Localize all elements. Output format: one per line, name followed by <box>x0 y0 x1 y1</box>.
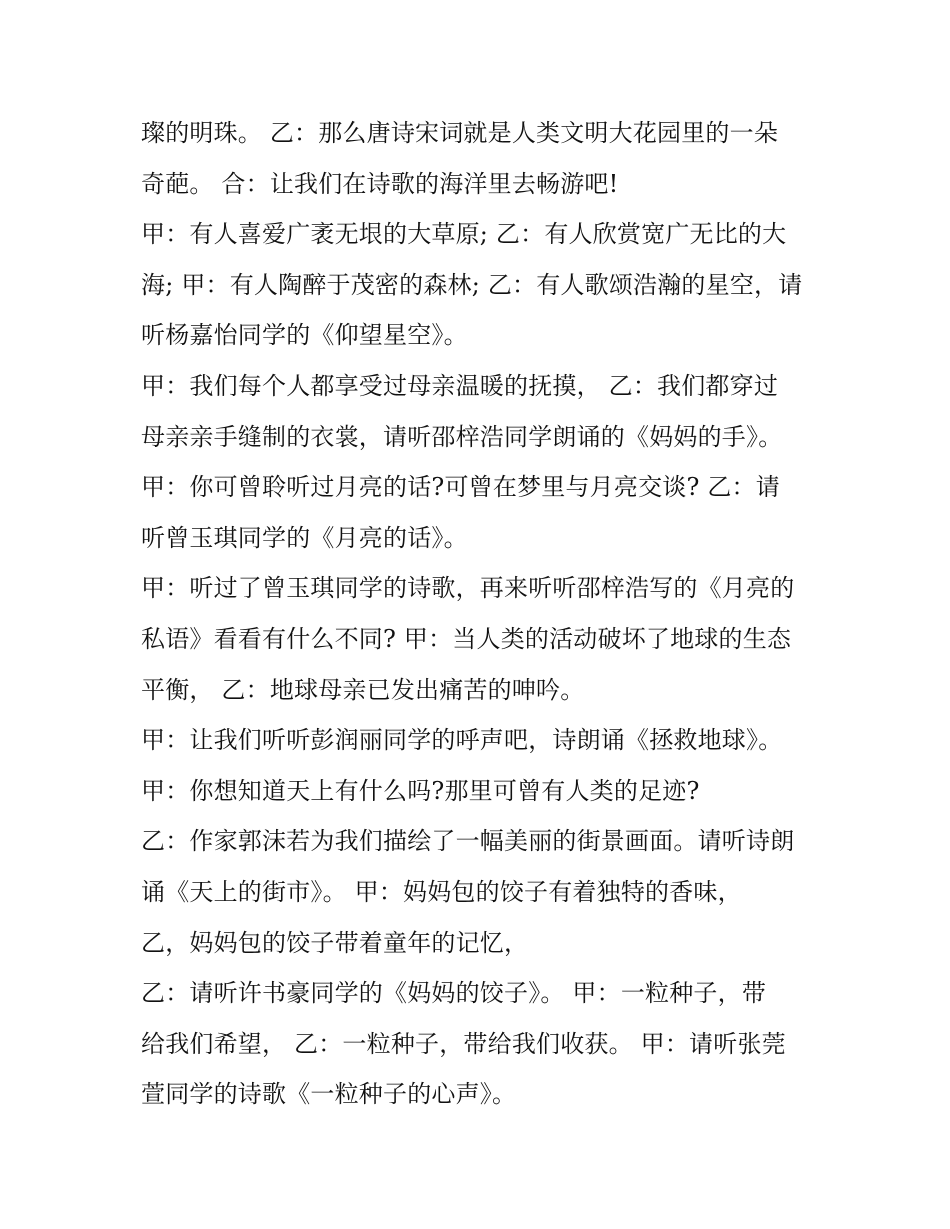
text-line: 私语》看看有什么不同? 甲：当人类的活动破坏了地球的生态 <box>141 624 792 653</box>
text-line: 甲：听过了曾玉琪同学的诗歌，再来听听邵梓浩写的《月亮的 <box>141 574 795 603</box>
text-line: 乙：请听许书豪同学的《妈妈的饺子》。 甲：一粒种子，带 <box>141 979 767 1008</box>
text-line: 诵《天上的街市》。 甲：妈妈包的饺子有着独特的香味， <box>141 877 742 906</box>
text-line: 听杨嘉怡同学的《仰望星空》。 <box>141 321 468 350</box>
text-line: 听曾玉琪同学的《月亮的话》。 <box>141 523 468 552</box>
text-line: 甲：我们每个人都享受过母亲温暖的抚摸， 乙：我们都穿过 <box>141 371 779 400</box>
text-line: 萱同学的诗歌《一粒种子的心声》。 <box>141 1080 517 1109</box>
text-line: 甲：你想知道天上有什么吗?那里可曾有人类的足迹? <box>141 776 700 805</box>
text-line: 甲：让我们听听彭润丽同学的呼声吧，诗朗诵《拯救地球》。 <box>141 726 783 755</box>
text-line: 璨的明珠。 乙：那么唐诗宋词就是人类文明大花园里的一朵 <box>141 119 779 147</box>
text-line: 甲：你可曾聆听过月亮的话?可曾在梦里与月亮交谈? 乙：请 <box>141 473 780 502</box>
text-line: 乙：作家郭沫若为我们描绘了一幅美丽的街景画面。请听诗朗 <box>141 827 795 856</box>
text-line: 平衡， 乙：地球母亲已发出痛苦的呻吟。 <box>141 675 585 704</box>
text-line: 给我们希望， 乙：一粒种子，带给我们收获。 甲：请听张莞 <box>141 1029 786 1058</box>
text-line: 海; 甲：有人陶醉于茂密的森林; 乙：有人歌颂浩瀚的星空，请 <box>141 270 803 299</box>
text-line: 母亲亲手缝制的衣裳，请听邵梓浩同学朗诵的《妈妈的手》。 <box>141 422 783 451</box>
text-line: 甲：有人喜爱广袤无垠的大草原; 乙：有人欣赏宽广无比的大 <box>141 220 787 249</box>
document-body <box>141 108 831 1120</box>
text-line: 乙，妈妈包的饺子带着童年的记忆， <box>141 928 529 957</box>
text-line: 奇葩。 合：让我们在诗歌的海洋里去畅游吧! <box>141 169 619 198</box>
